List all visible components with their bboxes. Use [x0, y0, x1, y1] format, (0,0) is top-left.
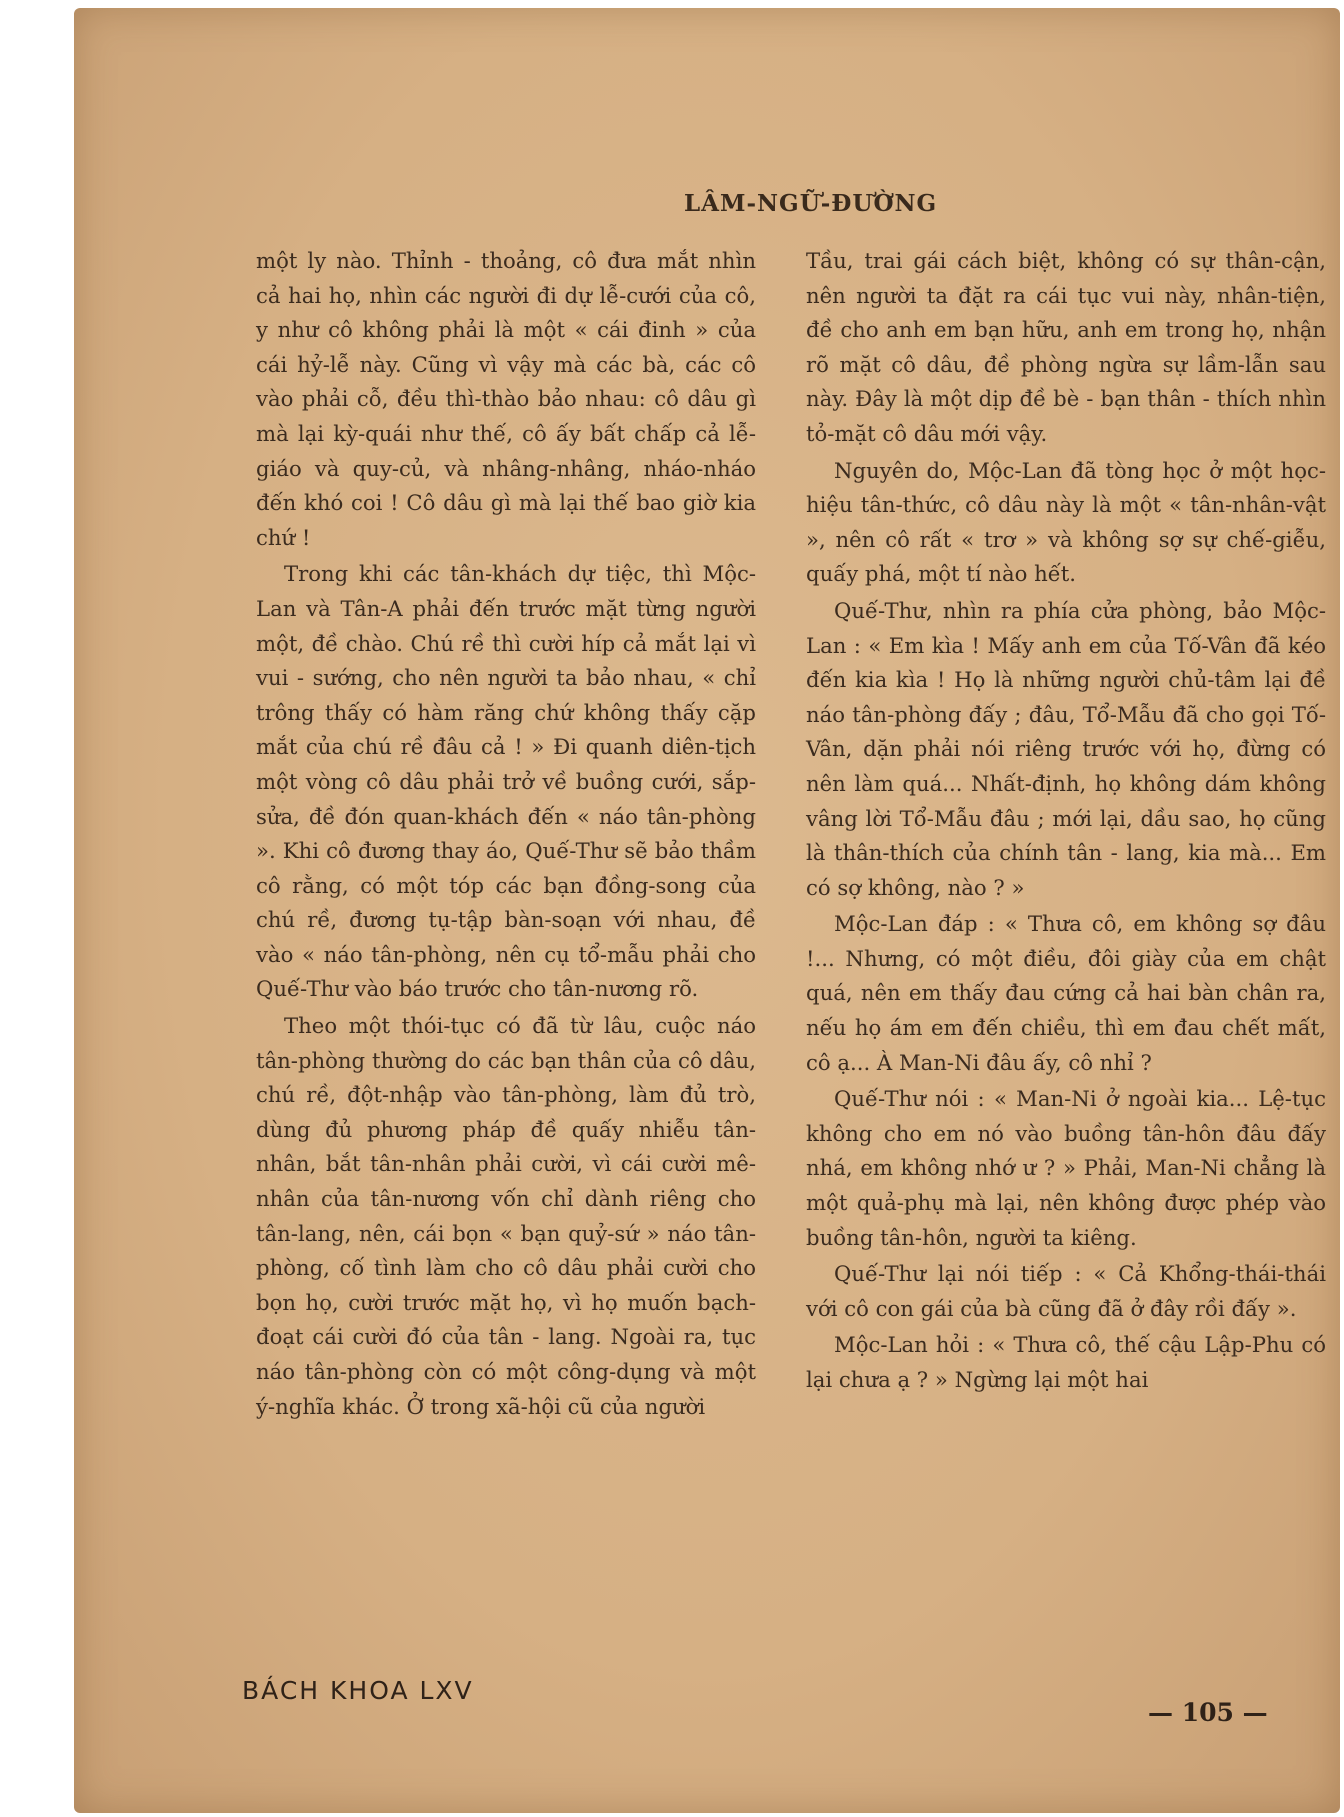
right-column: [806, 244, 1326, 1398]
paragraph: Nguyên do, Mộc-Lan đã tòng học ở một học-hiệu tân-thức, cô dâu này là một « tân-nhân-vật », nên cô rất « trơ » và không sợ sự chế-giễu, quấy phá, một tí nào hết.: [806, 457, 1326, 587]
paragraph: Tầu, trai gái cách biệt, không có sự thân-cận, nên người ta đặt ra cái tục vui này, nhân-tiện, đề cho anh em bạn hữu, anh em trong họ, nhận rõ mặt cô dâu, đề phòng ngừa sự lầm-lẫn sau này. Đây là một dịp đề bè - bạn thân - thích nhìn tỏ-mặt cô dâu mới vậy.: [806, 248, 1326, 446]
left-column: [256, 244, 756, 1424]
page-sheet: [74, 8, 1340, 1813]
paragraph: Quế-Thư lại nói tiếp : « Cả Khổng-thái-thái với cô con gái của bà cũng đã ở đây rồi đấy ».: [806, 1261, 1326, 1321]
running-header: LÂM-NGỮ-ĐƯỜNG: [684, 190, 938, 217]
page-number: — 105 —: [1148, 1698, 1268, 1727]
paragraph: Theo một thói-tục có đã từ lâu, cuộc náo tân-phòng thường do các bạn thân của cô dâu, chú rề, đột-nhập vào tân-phòng, làm đủ trò, dùng đủ phương pháp đề quấy nhiễu tân-nhân, bắt tân-nhân phải cười, vì cái cười mê-nhân của tân-nương vốn chỉ dành riêng cho tân-lang, nên, cái bọn « bạn quỷ-sứ » náo tân-phòng, cố tình làm cho cô dâu phải cười cho bọn họ, cười trước mặt họ, vì họ muốn bạch-đoạt cái cười đó của tân - lang. Ngoài ra, tục náo tân-phòng còn có một công-dụng và một ý-nghĩa khác. Ở trong xã-hội cũ của người: [256, 1013, 756, 1419]
paragraph: Quế-Thư nói : « Man-Ni ở ngoài kia... Lệ-tục không cho em nó vào buồng tân-hôn đâu đấy nhá, em không nhớ ư ? » Phải, Man-Ni chẳng là một quả-phụ mà lại, nên không được phép vào buồng tân-hôn, người ta kiêng.: [806, 1086, 1326, 1250]
paragraph: Mộc-Lan đáp : « Thưa cô, em không sợ đâu !... Nhưng, có một điều, đôi giày của em chật quá, nên em thấy đau cứng cả hai bàn chân ra, nếu họ ám em đến chiều, thì em đau chết mất, cô ạ... À Man-Ni đâu ấy, cô nhỉ ?: [806, 911, 1326, 1075]
paragraph: Mộc-Lan hỏi : « Thưa cô, thế cậu Lập-Phu có lại chưa ạ ? » Ngừng lại một hai: [806, 1332, 1326, 1392]
paragraph: một ly nào. Thỉnh - thoảng, cô đưa mắt nhìn cả hai họ, nhìn các người đi dự lễ-cưới của cô, y như cô không phải là một « cái đinh » của cái hỷ-lễ này. Cũng vì vậy mà các bà, các cô vào phải cỗ, đều thì-thào bảo nhau: cô dâu gì mà lại kỳ-quái như thế, cô ấy bất chấp cả lễ-giáo và quy-củ, và nhâng-nhâng, nháo-nháo đến khó coi ! Cô dâu gì mà lại thế bao giờ kia chứ !: [256, 248, 756, 550]
paragraph: Quế-Thư, nhìn ra phía cửa phòng, bảo Mộc-Lan : « Em kìa ! Mấy anh em của Tố-Vân đã kéo đến kia kìa ! Họ là những người chủ-tâm lại đề náo tân-phòng đấy ; đâu, Tổ-Mẫu đã cho gọi Tố-Vân, dặn phải nói riêng trước với họ, đừng có nên làm quá... Nhất-định, họ không dám không vâng lời Tổ-Mẫu đâu ; mới lại, dầu sao, họ cũng là thân-thích của chính tân - lang, kia mà... Em có sợ không, nào ? »: [806, 597, 1326, 900]
paragraph: Trong khi các tân-khách dự tiệc, thì Mộc-Lan và Tân-A phải đến trước mặt từng người một, đề chào. Chú rề thì cười híp cả mắt lại vì vui - sướng, cho nên người ta bảo nhau, « chỉ trông thấy có hàm răng chứ không thấy cặp mắt của chú rề đâu cả ! » Đi quanh diên-tịch một vòng cô dâu phải trở về buồng cưới, sắp-sửa, đề đón quan-khách đến « náo tân-phòng ». Khi cô đương thay áo, Quế-Thư sẽ bảo thầm cô rằng, có một tóp các bạn đồng-song của chú rề, đương tụ-tập bàn-soạn với nhau, đề vào « náo tân-phòng, nên cụ tổ-mẫu phải cho Quế-Thư vào báo trước cho tân-nương rõ.: [256, 561, 756, 1002]
journal-footer: BÁCH KHOA LXV: [242, 1676, 474, 1705]
